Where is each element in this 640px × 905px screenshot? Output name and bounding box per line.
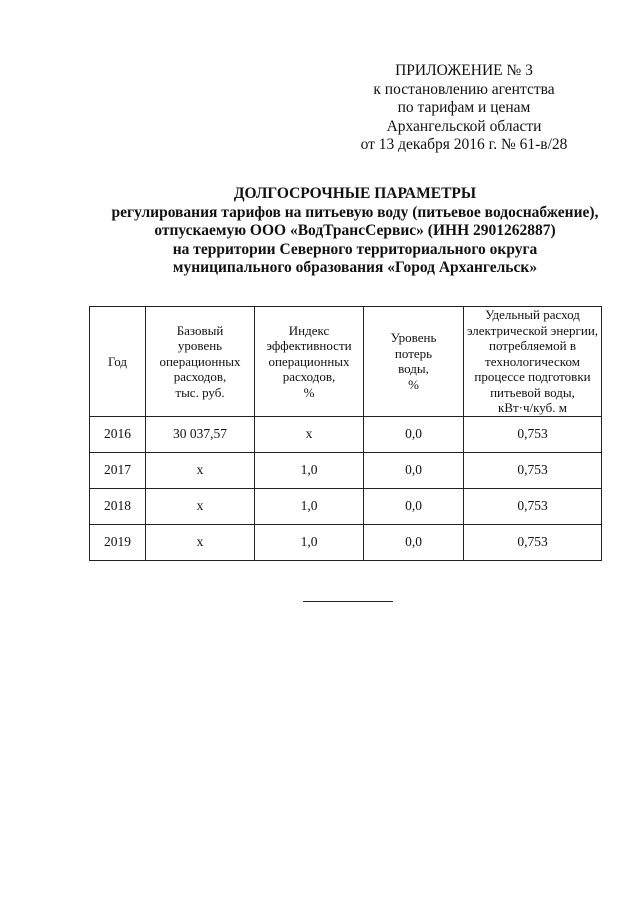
appendix-line-3: по тарифам и ценам	[397, 99, 531, 116]
end-divider-line	[303, 601, 393, 602]
cell-water-loss: 0,0	[364, 416, 464, 452]
cell-base-opex: х	[146, 488, 255, 524]
table-header-row	[90, 307, 602, 417]
title-heading: ДОЛГОСРОЧНЫЕ ПАРАМЕТРЫ	[233, 185, 477, 202]
cell-water-loss: 0,0	[364, 488, 464, 524]
cell-energy-consumption: 0,753	[464, 524, 602, 560]
table-row	[90, 524, 602, 560]
cell-base-opex: 30 037,57	[146, 416, 255, 452]
cell-year: 2018	[90, 488, 146, 524]
parameters-table	[89, 306, 602, 561]
cell-base-opex: х	[146, 524, 255, 560]
cell-year: 2019	[90, 524, 146, 560]
cell-efficiency-index: 1,0	[255, 524, 364, 560]
cell-base-opex: х	[146, 452, 255, 488]
table-row	[90, 452, 602, 488]
header-water-loss: Уровень потерь воды, %	[364, 307, 464, 417]
document-title	[60, 185, 640, 278]
title-line-2: регулирования тарифов на питьевую воду (питьевое водоснабжение),	[111, 203, 599, 221]
header-energy-consumption: Удельный расход электрической энергии, потребляемой в технологическом процессе подготовки питьевой воды, кВт·ч/куб. м	[464, 307, 602, 417]
cell-year: 2016	[90, 416, 146, 452]
header-year: Год	[90, 307, 146, 417]
appendix-line-4: Архангельской области	[386, 117, 542, 135]
appendix-block	[340, 62, 588, 155]
title-line-5: муниципального образования «Город Архангельск»	[172, 259, 538, 276]
cell-water-loss: 0,0	[364, 524, 464, 560]
cell-efficiency-index: 1,0	[255, 488, 364, 524]
table-row	[90, 488, 602, 524]
cell-energy-consumption: 0,753	[464, 452, 602, 488]
cell-efficiency-index: х	[255, 416, 364, 452]
header-base-opex: Базовый уровень операционных расходов, тыс. руб.	[146, 307, 255, 417]
appendix-date-number: от 13 декабря 2016 г. № 61-в/28	[360, 136, 568, 153]
header-efficiency-index: Индекс эффективности операционных расходов, %	[255, 307, 364, 417]
title-line-4: на территории Северного территориального округа	[172, 240, 538, 258]
cell-energy-consumption: 0,753	[464, 488, 602, 524]
cell-efficiency-index: 1,0	[255, 452, 364, 488]
table-row	[90, 416, 602, 452]
title-line-3: отпускаемую ООО «ВодТрансСервис» (ИНН 2901262887)	[154, 222, 556, 239]
cell-water-loss: 0,0	[364, 452, 464, 488]
appendix-number: ПРИЛОЖЕНИЕ № 3	[395, 62, 533, 79]
cell-year: 2017	[90, 452, 146, 488]
cell-energy-consumption: 0,753	[464, 416, 602, 452]
appendix-line-2: к постановлению агентства	[373, 80, 555, 98]
